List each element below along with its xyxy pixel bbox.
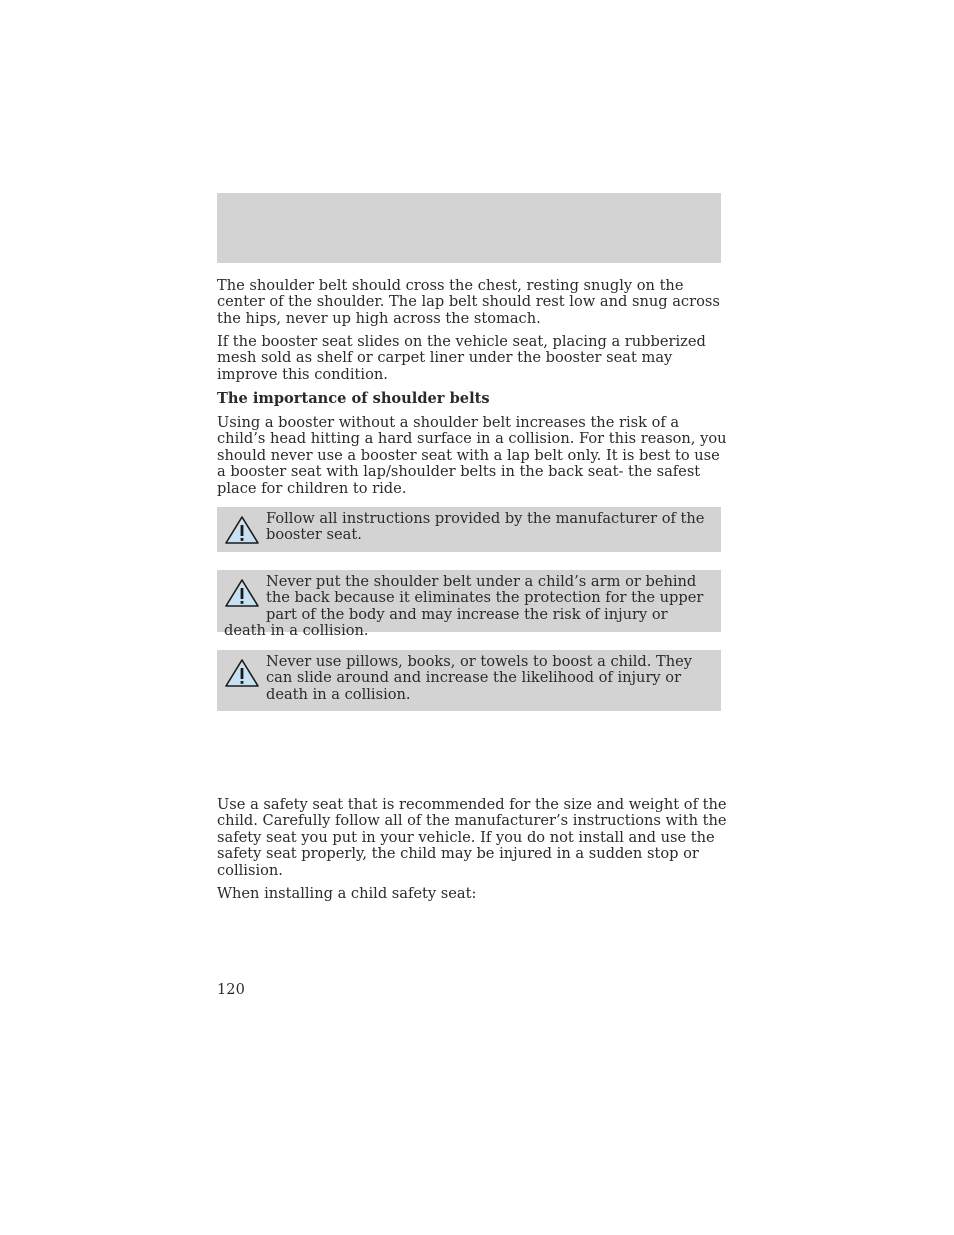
page-number: 120: [217, 981, 245, 998]
paragraph-shoulder-importance: Using a booster without a shoulder belt increases the risk of a child’s head hitting a hard surface in a collision. For this reason, you should never use a booster seat with a lap belt only. It is best to use a booster seat with lap/shoulder belts in the back seat- the safest place for children to ride.: [217, 414, 727, 497]
warning-box: [217, 650, 721, 711]
warning-box: [217, 570, 721, 640]
paragraph-installing: When installing a child safety seat:: [217, 885, 477, 902]
paragraph-safety-seat: Use a safety seat that is recommended for the size and weight of the child. Carefully follow all of the manufacturer’s instructions with the safety seat you put in your vehicle. If you do not install and use the safety seat properly, the child may be injured in a sudden stop or collision.: [217, 796, 727, 879]
warning-triangle-icon: [224, 658, 260, 688]
warning-triangle-icon: [224, 578, 260, 608]
warning-text: Never use pillows, books, or towels to boost a child. They can slide around and increase the likelihood of injury or death in a collision.: [266, 653, 693, 703]
warning-box: [217, 507, 721, 552]
header-bar: [217, 193, 721, 263]
paragraph-booster-slide: If the booster seat slides on the vehicle seat, placing a rubberized mesh sold as shelf or carpet liner under the booster seat may improve this condition.: [217, 333, 706, 383]
section-heading: The importance of shoulder belts: [217, 390, 490, 407]
warning-text: Never put the shoulder belt under a child’s arm or behind the back because it eliminates the protection for the upper part of the body and may increase the risk of injury or death in a collision.: [224, 573, 704, 640]
warning-triangle-icon: [224, 515, 260, 545]
warning-text: Follow all instructions provided by the manufacturer of the booster seat.: [266, 510, 705, 544]
paragraph-shoulder-belt: The shoulder belt should cross the chest, resting snugly on the center of the shoulder. The lap belt should rest low and snug across the hips, never up high across the stomach.: [217, 277, 720, 327]
